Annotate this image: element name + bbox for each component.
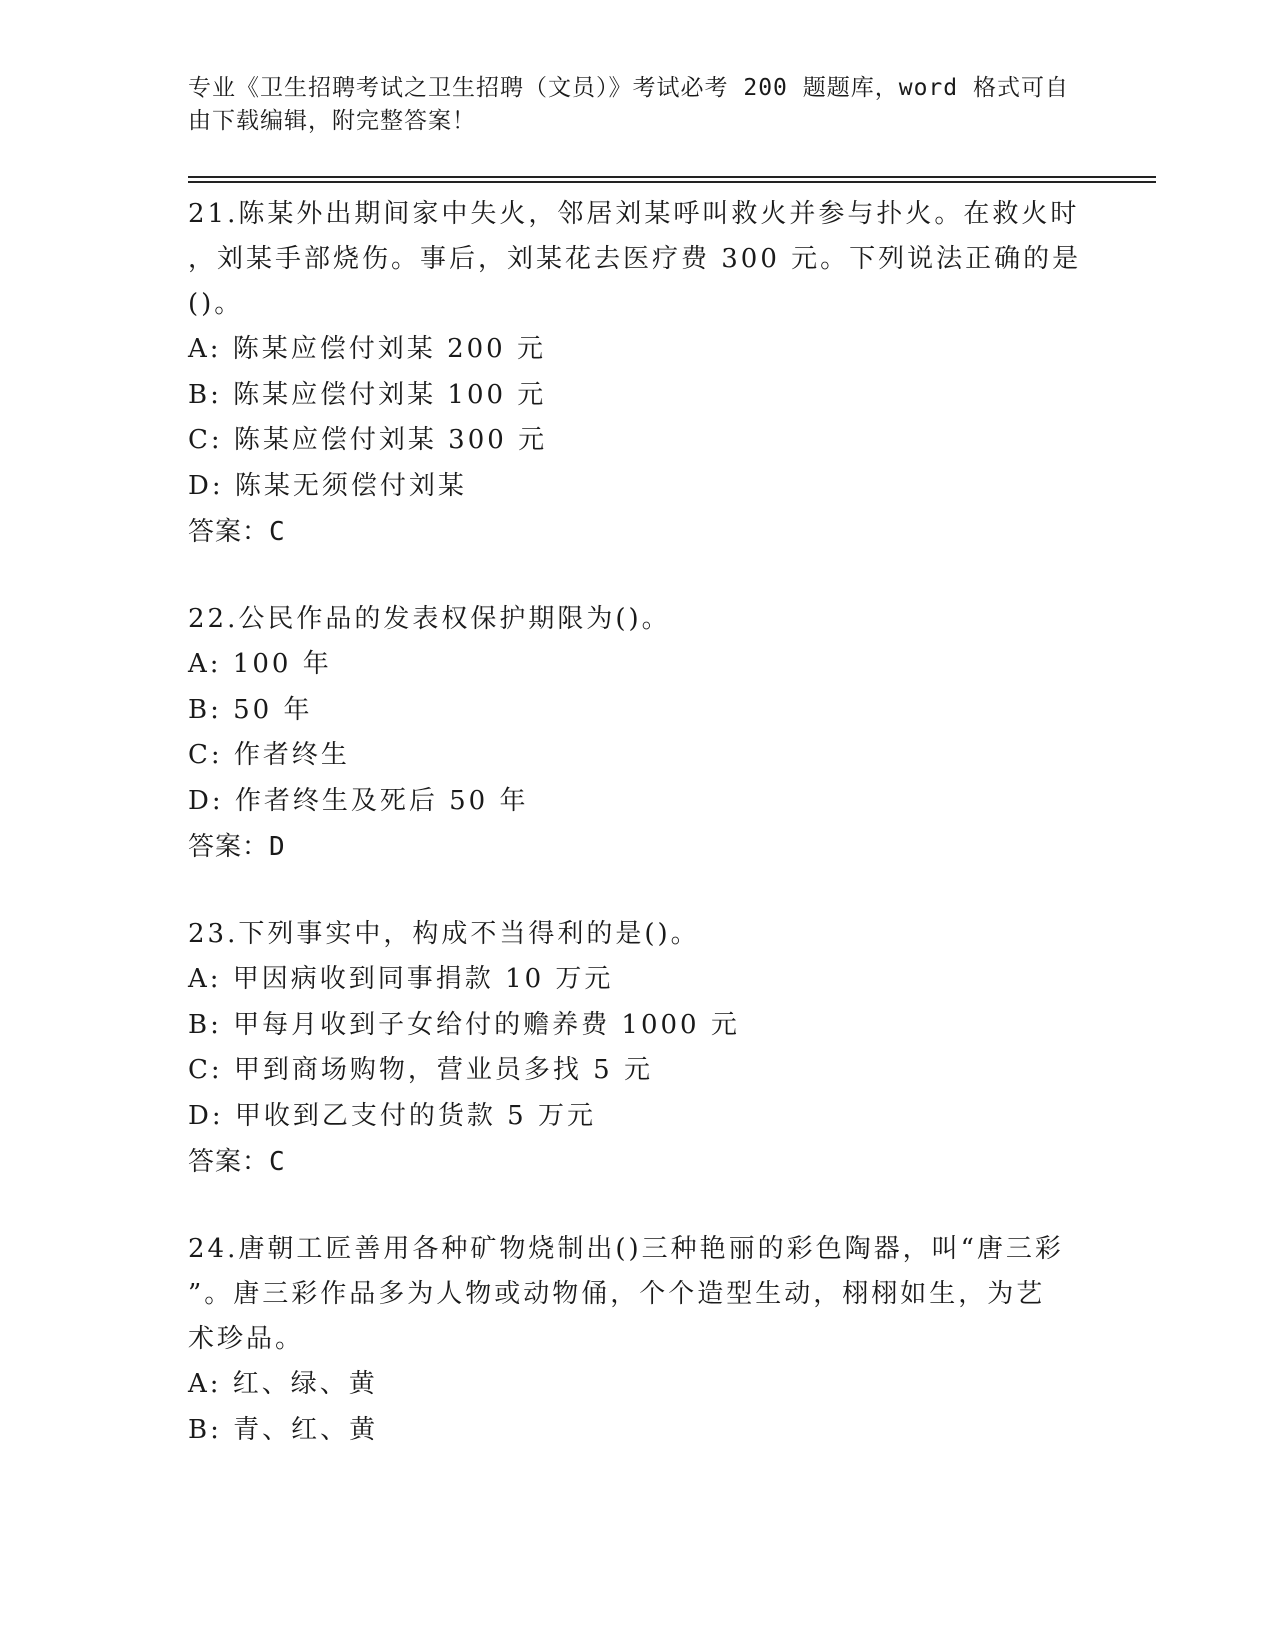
question-item: [188, 597, 1088, 870]
option-b: B: 甲每月收到子女给付的赡养费 1000 元: [188, 1009, 740, 1040]
document-header: [188, 72, 1088, 138]
option-a: A: 红、绿、黄: [188, 1369, 378, 1399]
option-d: D: 甲收到乙支付的货款 5 万元: [188, 1100, 596, 1131]
question-stem-line: ，刘某手部烧伤。事后，刘某花去医疗费 300 元。下列说法正确的是: [188, 244, 1082, 274]
option-b: B: 50 年: [188, 694, 313, 725]
question-item: [188, 1227, 1088, 1453]
option-b: B: 陈某应偿付刘某 100 元: [188, 379, 547, 410]
answer-line: 答案：C: [188, 1147, 286, 1177]
question-item: [188, 912, 1088, 1185]
header-line: 由下载编辑，附完整答案！: [188, 108, 476, 134]
option-b: B: 青、红、黄: [188, 1414, 379, 1445]
question-stem-line: ”。唐三彩作品多为人物或动物俑，个个造型生动，栩栩如生，为艺: [188, 1279, 1046, 1309]
question-stem-line: 术珍品。: [188, 1324, 305, 1354]
question-stem-line: 22.公民作品的发表权保护期限为()。: [188, 604, 671, 634]
option-a: A: 100 年: [188, 649, 332, 679]
question-list: [188, 192, 1088, 1495]
option-c: C: 陈某应偿付刘某 300 元: [188, 425, 548, 455]
question-stem-line: 21.陈某外出期间家中失火，邻居刘某呼叫救火并参与扑火。在救火时: [188, 199, 1080, 229]
option-d: D: 作者终生及死后 50 年: [188, 785, 529, 816]
option-a: A: 甲因病收到同事捐款 10 万元: [188, 964, 614, 994]
answer-line: 答案：C: [188, 517, 286, 547]
question-stem-line: ()。: [188, 289, 244, 319]
option-d: D: 陈某无须偿付刘某: [188, 470, 467, 501]
option-c: C: 甲到商场购物，营业员多找 5 元: [188, 1055, 653, 1085]
option-c: C: 作者终生: [188, 740, 350, 770]
question-stem-line: 24.唐朝工匠善用各种矿物烧制出()三种艳丽的彩色陶器，叫“唐三彩: [188, 1234, 1064, 1264]
header-divider: [188, 181, 1156, 183]
header-line: 专业《卫生招聘考试之卫生招聘（文员）》考试必考 200 题题库，word 格式可自: [188, 75, 1069, 101]
answer-line: 答案：D: [188, 832, 286, 862]
question-stem-line: 23.下列事实中，构成不当得利的是()。: [188, 919, 700, 949]
question-item: [188, 192, 1088, 555]
header-divider: [188, 176, 1156, 178]
option-a: A: 陈某应偿付刘某 200 元: [188, 334, 546, 364]
